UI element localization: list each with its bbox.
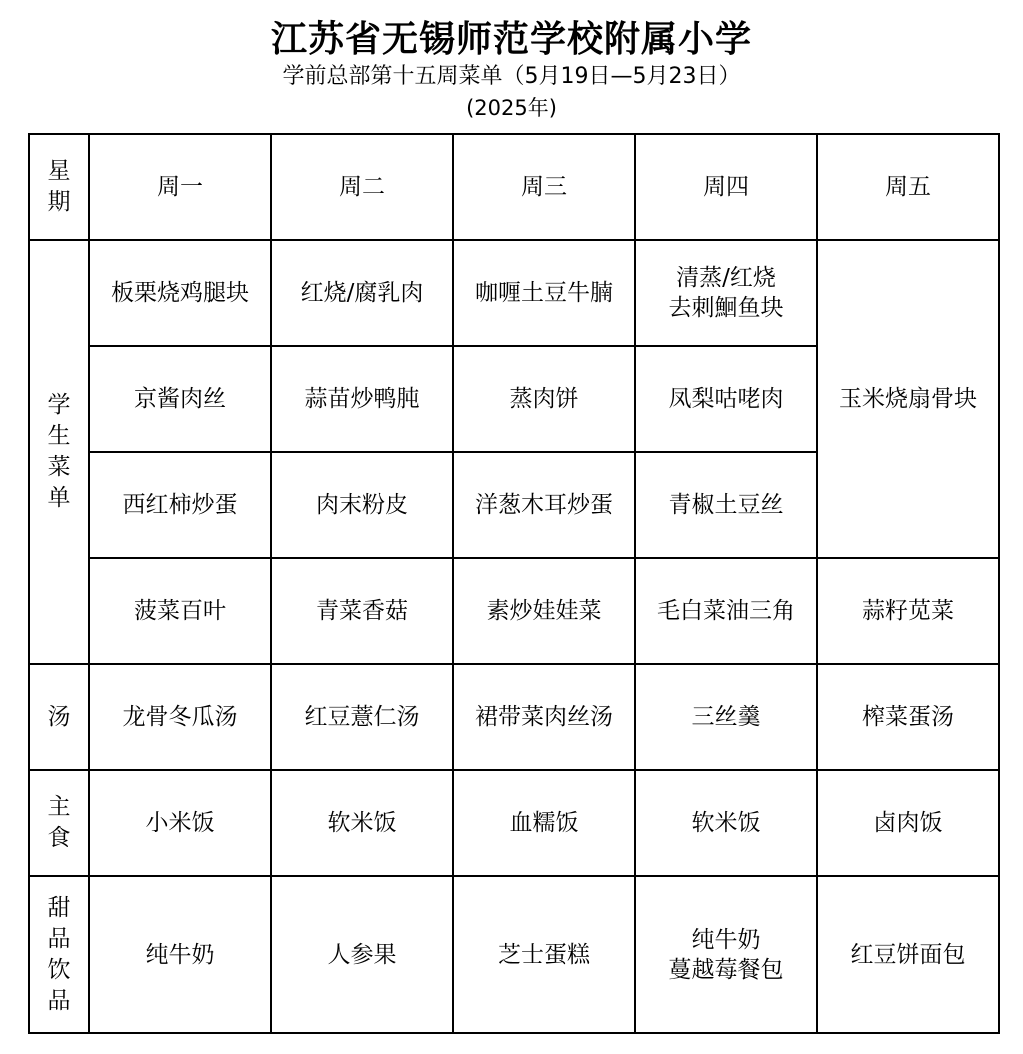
dish-cell: 红烧/腐乳肉 bbox=[271, 240, 453, 346]
staple-cell: 软米饭 bbox=[271, 770, 453, 876]
soup-cell: 榨菜蛋汤 bbox=[817, 664, 999, 770]
student-menu-label-cell bbox=[29, 240, 89, 664]
dish-cell: 板栗烧鸡腿块 bbox=[89, 240, 271, 346]
dish-cell: 京酱肉丝 bbox=[89, 346, 271, 452]
dish-cell: 西红柿炒蛋 bbox=[89, 452, 271, 558]
menu-year: (2025年) bbox=[466, 96, 557, 120]
day-header-tue: 周二 bbox=[271, 134, 453, 240]
dessert-cell: 芝士蛋糕 bbox=[453, 876, 635, 1033]
soup-cell: 龙骨冬瓜汤 bbox=[89, 664, 271, 770]
staple-cell: 软米饭 bbox=[635, 770, 817, 876]
corner-label-cell bbox=[29, 134, 89, 240]
weekly-menu-table bbox=[28, 133, 1000, 1034]
dish-cell: 凤梨咕咾肉 bbox=[635, 346, 817, 452]
dish-cell: 青菜香菇 bbox=[271, 558, 453, 664]
soup-row bbox=[29, 664, 999, 770]
soup-label: 汤 bbox=[47, 703, 71, 730]
dish-cell: 毛白菜油三角 bbox=[635, 558, 817, 664]
dessert-cell: 红豆饼面包 bbox=[817, 876, 999, 1033]
dessert-line: 蔓越莓餐包 bbox=[668, 956, 784, 983]
dish-cell: 菠菜百叶 bbox=[89, 558, 271, 664]
dessert-row bbox=[29, 876, 999, 1033]
header-row bbox=[29, 134, 999, 240]
dish-line: 去刺鮰鱼块 bbox=[668, 295, 784, 321]
dish-cell: 蒜籽苋菜 bbox=[817, 558, 999, 664]
staple-cell: 血糯饭 bbox=[453, 770, 635, 876]
staple-cell: 小米饭 bbox=[89, 770, 271, 876]
dessert-label-cell bbox=[29, 876, 89, 1033]
staple-label-cell bbox=[29, 770, 89, 876]
menu-subtitle: 学前总部第十五周菜单（5月19日—5月23日） bbox=[282, 64, 741, 89]
day-header-wed: 周三 bbox=[453, 134, 635, 240]
dish-line: 清蒸/红烧 bbox=[676, 265, 776, 291]
corner-label: 星期 bbox=[47, 158, 71, 215]
dish-cell: 蒸肉饼 bbox=[453, 346, 635, 452]
soup-cell: 三丝羹 bbox=[635, 664, 817, 770]
dessert-cell: 纯牛奶 bbox=[89, 876, 271, 1033]
dish-cell: 肉末粉皮 bbox=[271, 452, 453, 558]
staple-row bbox=[29, 770, 999, 876]
dish-cell bbox=[635, 240, 817, 346]
dish-cell: 素炒娃娃菜 bbox=[453, 558, 635, 664]
dish-cell: 蒜苗炒鸭肫 bbox=[271, 346, 453, 452]
dish-cell: 青椒土豆丝 bbox=[635, 452, 817, 558]
student-menu-row-4 bbox=[29, 558, 999, 664]
day-header-thu: 周四 bbox=[635, 134, 817, 240]
dessert-line: 纯牛奶 bbox=[691, 926, 761, 953]
dessert-cell bbox=[635, 876, 817, 1033]
dish-cell: 咖喱土豆牛腩 bbox=[453, 240, 635, 346]
dessert-cell: 人参果 bbox=[271, 876, 453, 1033]
student-menu-label: 学生菜单 bbox=[47, 392, 71, 511]
dessert-label: 甜品饮品 bbox=[47, 894, 71, 1014]
soup-label-cell bbox=[29, 664, 89, 770]
student-menu-row-1 bbox=[29, 240, 999, 346]
soup-cell: 裙带菜肉丝汤 bbox=[453, 664, 635, 770]
staple-cell: 卤肉饭 bbox=[817, 770, 999, 876]
day-header-mon: 周一 bbox=[89, 134, 271, 240]
day-header-fri: 周五 bbox=[817, 134, 999, 240]
dish-cell: 洋葱木耳炒蛋 bbox=[453, 452, 635, 558]
staple-label: 主食 bbox=[47, 794, 71, 851]
friday-main-dish-cell: 玉米烧扇骨块 bbox=[817, 240, 999, 558]
soup-cell: 红豆薏仁汤 bbox=[271, 664, 453, 770]
page-title: 江苏省无锡师范学校附属小学 bbox=[270, 19, 752, 60]
